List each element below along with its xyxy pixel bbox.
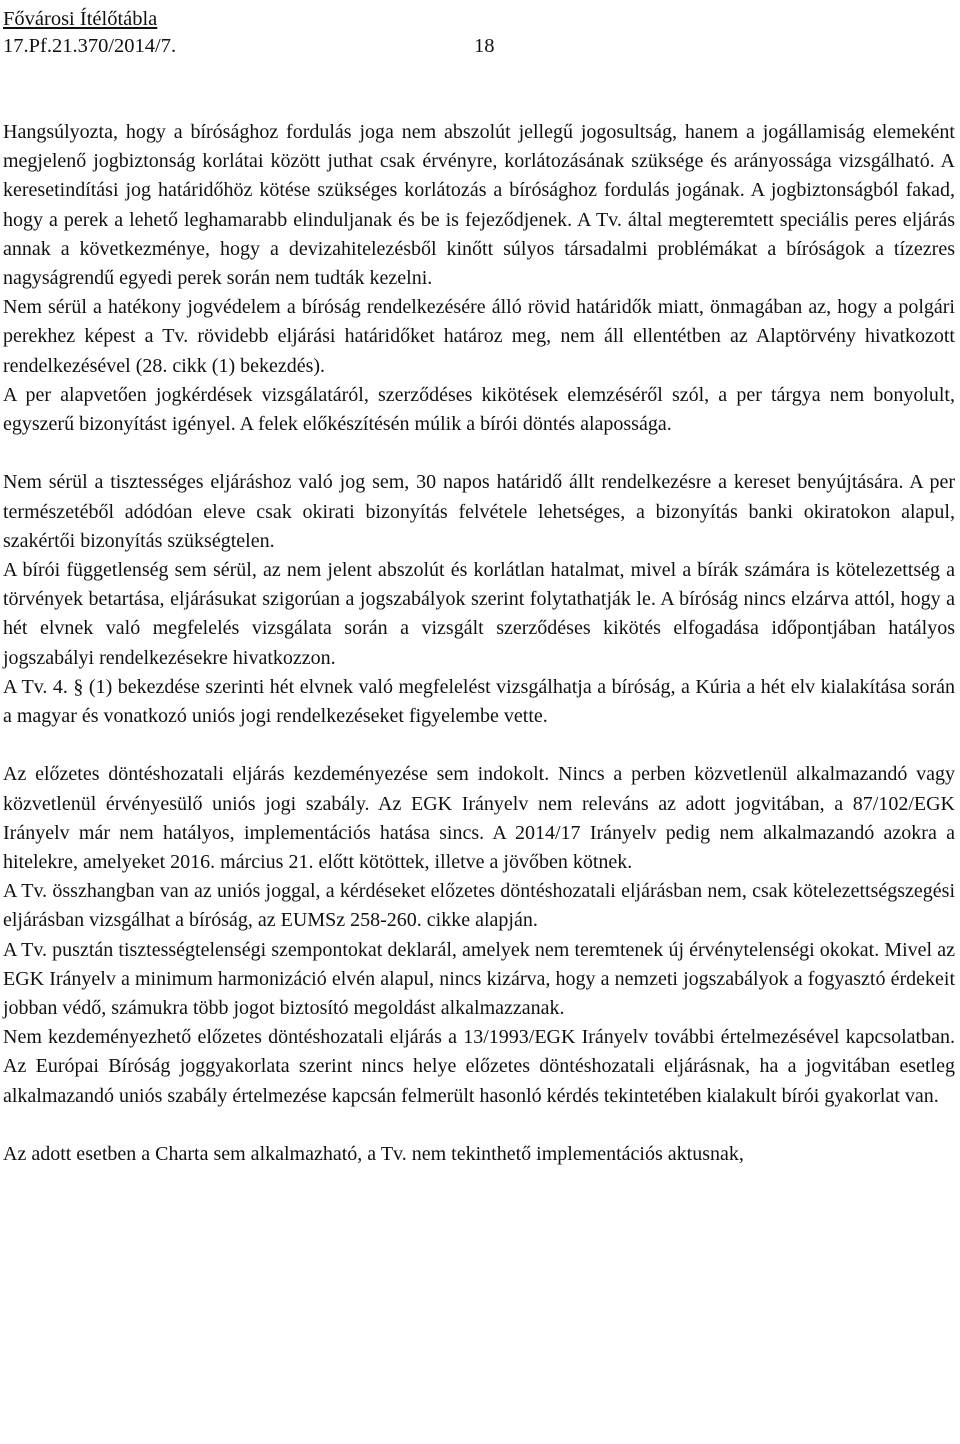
- paragraph-gap: [3, 731, 955, 760]
- page-header: [3, 6, 955, 60]
- paragraph: Hangsúlyozta, hogy a bírósághoz fordulás joga nem abszolút jellegű jogosultság, hanem a jogállamiság elemeként megjelenő jogbiztonság korlátai között juthat csak érvényre, korlátozásának szüksége és arányossága vizsgálható. A keresetindítási jog határidőhöz kötése szükséges korlátozás a bírósághoz fordulás jogának. A jogbiztonságból fakad, hogy a perek a lehető leghamarabb elinduljanak és be is fejeződjenek. A Tv. által megteremtett speciális peres eljárás annak a következménye, hogy a devizahitelezésből kinőtt súlyos társadalmi problémákat a bíróságok a tízezres nagyságrendű egyedi perek során nem tudták kezelni.: [3, 121, 955, 290]
- paragraph: Nem sérül a hatékony jogvédelem a bíróság rendelkezésére álló rövid határidők miatt, önmagában az, hogy a polgári perekhez képest a Tv. rövidebb eljárási határidőket határoz meg, nem áll ellentétben az Alaptörvény hivatkozott rendelkezésével (28. cikk (1) bekezdés).: [3, 296, 955, 377]
- paragraph-gap: [3, 439, 955, 468]
- paragraph: Az adott esetben a Charta sem alkalmazható, a Tv. nem tekinthető implementációs aktusnak,: [3, 1143, 744, 1166]
- paragraph: A bírói függetlenség sem sérül, az nem jelent abszolút és korlátlan hatalmat, mivel a bírák számára is kötelezettség a törvények betartása, eljárásukat szigorúan a jogszabályok szerint folytathatják le. A bíróság nincs elzárva attól, hogy a hét elvnek való megfelelés vizsgálata során a vizsgált szerződéses kikötés elfogadása időpontjában hatályos jogszabályi rendelkezésekre hivatkozzon.: [3, 559, 955, 669]
- paragraph: Nem sérül a tisztességes eljáráshoz való jog sem, 30 napos határidő állt rendelkezésre a kereset benyújtására. A per természetéből adódóan eleve csak okirati bizonyítás felvétele lehetséges, a bizonyítás banki okiratokon alapul, szakértői bizonyítás szükségtelen.: [3, 471, 955, 552]
- case-line: [3, 33, 955, 60]
- paragraph-gap: [3, 1111, 955, 1140]
- court-name: Fővárosi Ítélőtábla: [3, 8, 158, 30]
- paragraph: A Tv. pusztán tisztességtelenségi szempontokat deklarál, amelyek nem teremtenek új érvénytelenségi okokat. Mivel az EGK Irányelv a minimum harmonizáció elvén alapul, nincs kizárva, hogy a nemzeti jogszabályok a fogyasztó érdekeit jobban védő, számukra több jogot biztosító megoldást alkalmazzanak.: [3, 938, 955, 1020]
- page-number: 18: [474, 35, 495, 57]
- paragraph: Nem kezdeményezhető előzetes döntéshozatali eljárás a 13/1993/EGK Irányelv további értelmezésével kapcsolatban. Az Európai Bíróság joggyakorlata szerint nincs helye előzetes döntéshozatali eljárásnak, ha a jogvitában esetleg alkalmazandó uniós szabály értelmezése kapcsán felmerült hasonló kérdés tekintetében kialakult bírói gyakorlat van.: [3, 1026, 955, 1107]
- case-number: 17.Pf.21.370/2014/7.: [3, 35, 177, 57]
- paragraph: A Tv. összhangban van az uniós joggal, a kérdéseket előzetes döntéshozatali eljárásban nem, csak kötelezettségszegési eljárásban vizsgálhat a bíróság, az EUMSz 258-260. cikke alapján.: [3, 880, 955, 932]
- paragraph: A per alapvetően jogkérdések vizsgálatáról, szerződéses kikötések elemzéséről szól, a per tárgya nem bonyolult, egyszerű bizonyítást igényel. A felek előkészítésén múlik a bírói döntés alapossága.: [3, 383, 955, 436]
- document-body: [3, 118, 955, 1169]
- paragraph: A Tv. 4. § (1) bekezdése szerinti hét elvnek való megfelelést vizsgálhatja a bíróság, a Kúria a hét elv kialakítása során a magyar és vonatkozó uniós jogi rendelkezéseket figyelembe vette.: [3, 675, 955, 728]
- paragraph: Az előzetes döntéshozatali eljárás kezdeményezése sem indokolt. Nincs a perben közvetlenül alkalmazandó vagy közvetlenül érvényesülő uniós jogi szabály. Az EGK Irányelv nem releváns az adott jogvitában, a 87/102/EGK Irányelv már nem hatályos, implementációs hatása sincs. A 2014/17 Irányelv pedig nem alkalmazandó azokra a hitelekre, amelyeket 2016. március 21. előtt kötöttek, illetve a jövőben kötnek.: [3, 763, 955, 874]
